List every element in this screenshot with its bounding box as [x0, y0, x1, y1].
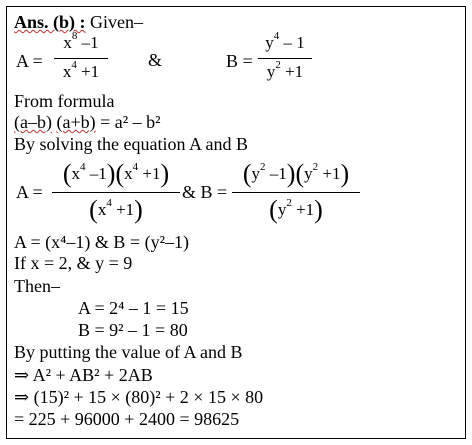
putting-line: By putting the value of A and B [14, 342, 243, 362]
big-b-numerator: ($y^2$ $-1)(y^2 +1)$ [242, 159, 350, 188]
big-b-denominator: $(y^2 +1)$ [269, 195, 323, 224]
from-formula: From formula [14, 91, 115, 111]
b-lhs: B = [226, 51, 253, 71]
answer-label: Ans. (b) : [14, 12, 86, 32]
big-a-numerator: ($x^4$ $-1)(x^4 +1)$ [62, 159, 170, 188]
a-numerator: $x^8$ –1 [63, 30, 99, 52]
result-line: = 225 + 96000 + 2400 = 98625 [14, 409, 240, 429]
a-denominator: $x^4 +1$ [62, 59, 100, 81]
a-lhs: A = [16, 51, 43, 71]
simplified-line: A = (x⁴–1) & B = (y²–1) [14, 232, 189, 252]
b-denominator: $y^2 +1$ [266, 59, 304, 81]
answer-heading [14, 11, 143, 33]
ampersand: & [148, 50, 163, 70]
values-line: If x = 2, & y = 9 [14, 253, 133, 273]
big-a-denominator: $(x^4 +1)$ [89, 195, 143, 224]
formula-line: (a–b) (a+b) = a² – b² [14, 112, 161, 132]
substitution-line: ⇒ (15)² + 15 × (80)² + 2 × 15 × 80 [14, 387, 264, 407]
big-mid: & B = [182, 182, 228, 202]
b-numerator: $y^4 - 1$ [265, 30, 305, 52]
solving-line: By solving the equation A and B [14, 134, 248, 154]
given-label: Given– [90, 12, 144, 32]
then-line: Then– [14, 276, 60, 296]
big-b-fraction-bar [232, 192, 360, 193]
b-value-line: B = 9² – 1 = 80 [78, 320, 188, 340]
b-fraction-bar [258, 58, 312, 59]
expression-line: ⇒ A² + AB² + 2AB [14, 365, 153, 385]
big-a-fraction-bar [52, 192, 180, 193]
a-value-line: A = 2⁴ – 1 = 15 [78, 298, 189, 318]
a-fraction-bar [54, 58, 108, 59]
big-a-lhs: A = [16, 182, 43, 202]
